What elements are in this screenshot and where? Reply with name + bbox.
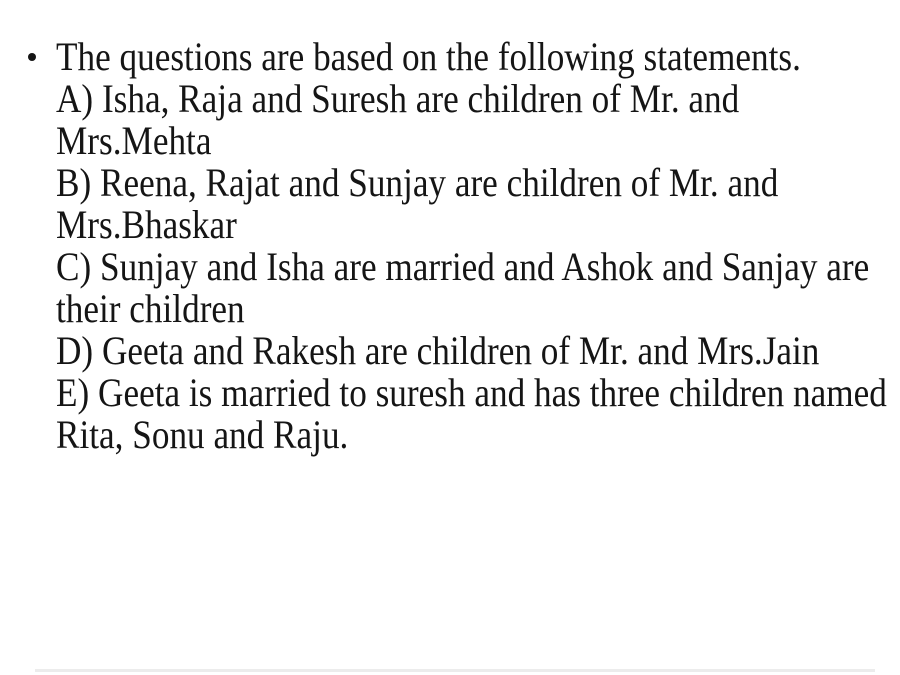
statement-line-c2: their children — [56, 286, 245, 331]
statement-line-intro: The questions are based on the following statements. — [56, 34, 801, 79]
bottom-divider — [35, 669, 875, 672]
statement-line-a1: A) Isha, Raja and Suresh are children of Mr. and — [56, 76, 740, 121]
statement-line-b2: Mrs.Bhaskar — [56, 202, 237, 247]
statement-list — [56, 36, 887, 456]
statement-line-b1: B) Reena, Rajat and Sunjay are children of Mr. and — [56, 160, 779, 205]
statement-line-a2: Mrs.Mehta — [56, 118, 212, 163]
statement-line-d: D) Geeta and Rakesh are children of Mr. and Mrs.Jain — [56, 328, 820, 373]
bullet-icon — [28, 53, 36, 61]
statement-line-e2: Rita, Sonu and Raju. — [56, 412, 349, 457]
statement-line-c1: C) Sunjay and Isha are married and Ashok and Sanjay are — [56, 244, 870, 289]
statement-line-e1: E) Geeta is married to suresh and has three children named — [56, 370, 887, 415]
